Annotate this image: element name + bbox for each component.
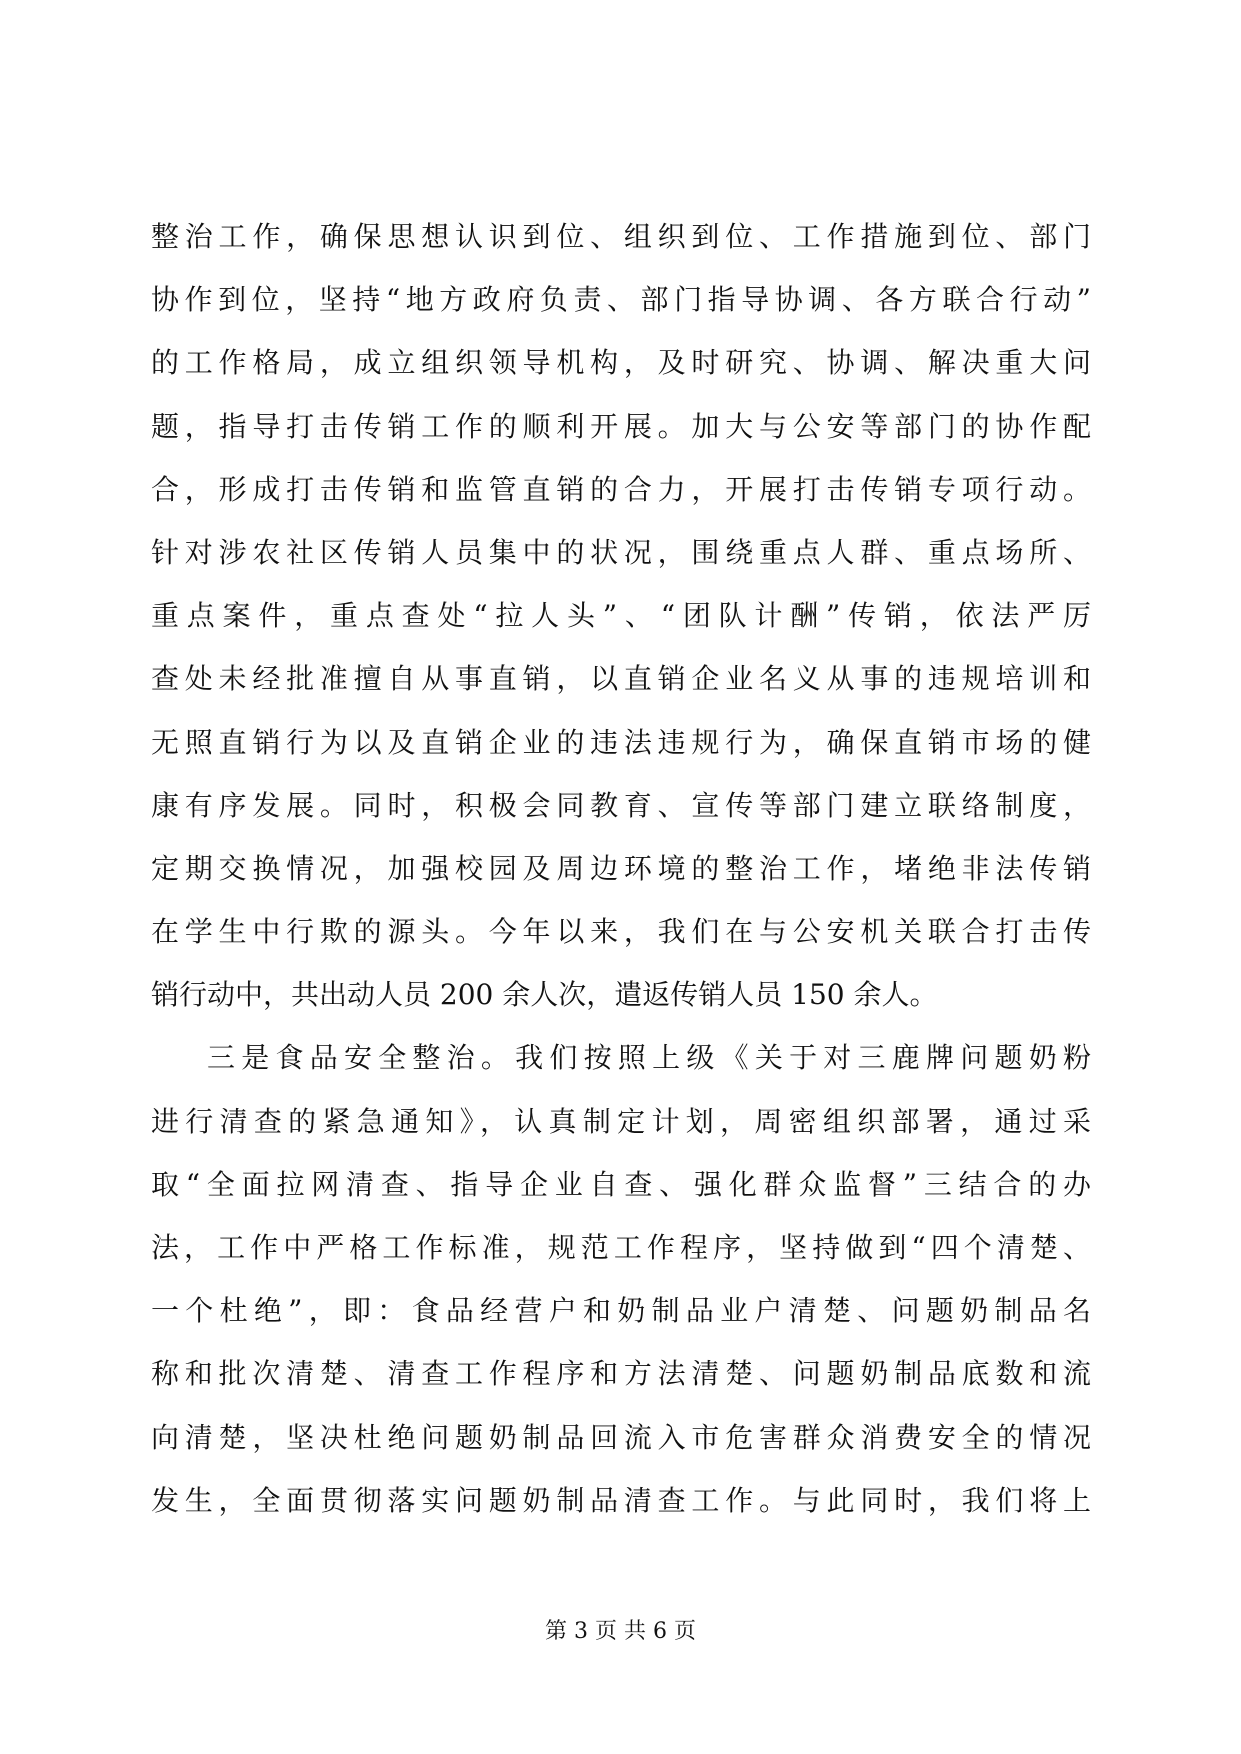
text-line: 发生，全面贯彻落实问题奶制品清查工作。与此同时，我们将上 <box>151 1483 1091 1517</box>
text-line: 康有序发展。同时，积极会同教育、宣传等部门建立联络制度， <box>151 788 1091 822</box>
text-line: 的工作格局，成立组织领导机构，及时研究、协调、解决重大问 <box>151 346 1091 380</box>
text-line: 进行清查的紧急通知》，认真制定计划，周密组织部署，通过采 <box>151 1104 1091 1138</box>
text-line: 整治工作，确保思想认识到位、组织到位、工作措施到位、部门 <box>151 220 1091 253</box>
page-footer <box>0 1617 1241 1647</box>
text-line: 无照直销行为以及直销企业的违法违规行为，确保直销市场的健 <box>151 725 1091 759</box>
text-line: 查处未经批准擅自从事直销，以直销企业名义从事的违规培训和 <box>151 662 1091 696</box>
text-line: 定期交换情况，加强校园及周边环境的整治工作，堵绝非法传销 <box>151 851 1091 885</box>
text-line: 合，形成打击传销和监管直销的合力，开展打击传销专项行动。 <box>151 472 1091 506</box>
text-line: 重点案件，重点查处“拉人头”、“团队计酬”传销，依法严厉 <box>151 599 1091 633</box>
paragraph-first-line: 三是食品安全整治。我们按照上级《关于对三鹿牌问题奶粉 <box>207 1041 1091 1075</box>
text-line: 称和批次清楚、清查工作程序和方法清楚、问题奶制品底数和流 <box>151 1357 1091 1391</box>
text-line: 针对涉农社区传销人员集中的状况，围绕重点人群、重点场所、 <box>151 535 1091 569</box>
text-line: 一个杜绝”，即：食品经营户和奶制品业户清楚、问题奶制品名 <box>151 1294 1091 1328</box>
paragraph-last-line: 销行动中，共出动人员 200 余人次，遣返传销人员 150 余人。 <box>151 978 938 1012</box>
text-line: 题，指导打击传销工作的顺利开展。加大与公安等部门的协作配 <box>151 409 1091 443</box>
text-line: 取“全面拉网清查、指导企业自查、强化群众监督”三结合的办 <box>151 1167 1091 1201</box>
page-number: 第 3 页 共 6 页 <box>545 1619 696 1644</box>
text-line: 在学生中行欺的源头。今年以来，我们在与公安机关联合打击传 <box>151 915 1091 949</box>
text-line: 法，工作中严格工作标准，规范工作程序，坚持做到“四个清楚、 <box>151 1231 1091 1264</box>
text-line: 协作到位，坚持“地方政府负责、部门指导协调、各方联合行动” <box>151 283 1091 317</box>
text-line: 向清楚，坚决杜绝问题奶制品回流入市危害群众消费安全的情况 <box>151 1420 1091 1454</box>
body-text <box>151 205 1091 1532</box>
